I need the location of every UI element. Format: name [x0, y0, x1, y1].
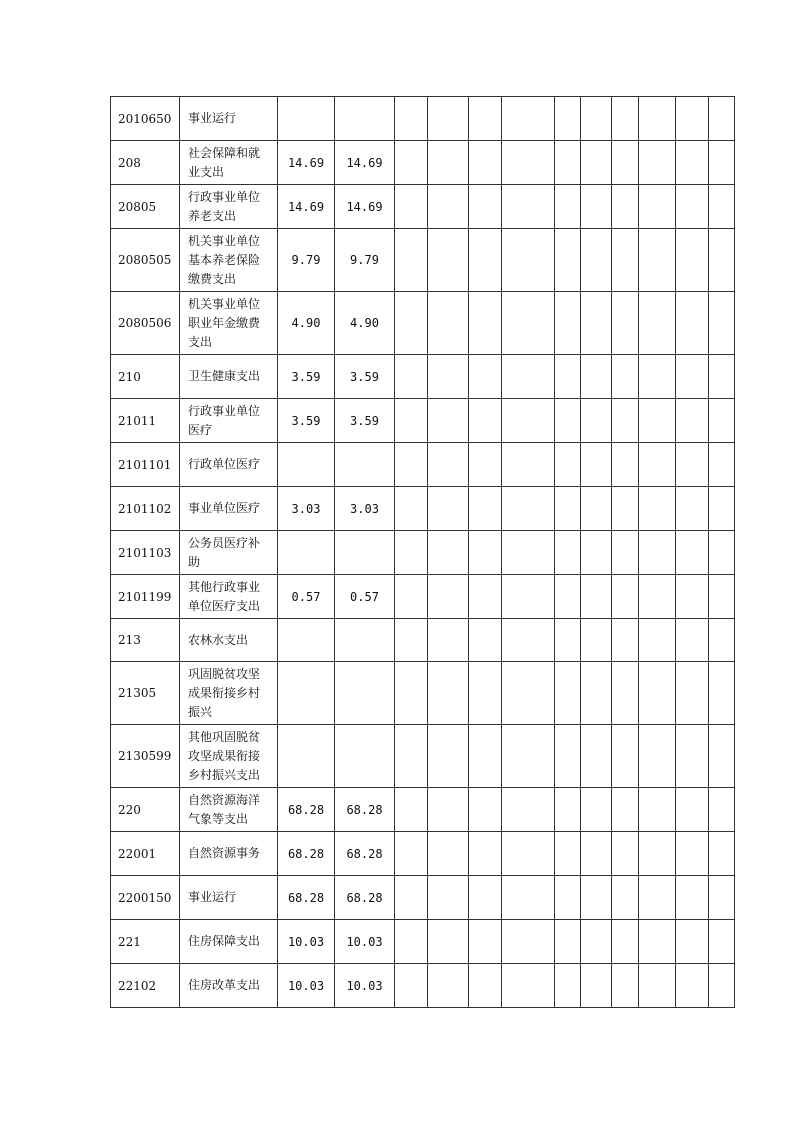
- name-cell: 其他行政事业 单位医疗支出: [180, 575, 278, 619]
- empty-cell: [581, 788, 612, 832]
- empty-cell: [395, 832, 428, 876]
- empty-cell: [581, 355, 612, 399]
- code-cell: 2010650: [111, 97, 180, 141]
- empty-cell: [639, 920, 676, 964]
- name-cell: 行政事业单位 养老支出: [180, 185, 278, 229]
- value-cell: 9.79: [335, 229, 395, 292]
- empty-cell: [581, 443, 612, 487]
- empty-cell: [581, 662, 612, 725]
- name-cell: 自然资源海洋 气象等支出: [180, 788, 278, 832]
- empty-cell: [639, 141, 676, 185]
- empty-cell: [555, 964, 581, 1008]
- empty-cell: [555, 487, 581, 531]
- name-cell: 巩固脱贫攻坚 成果衔接乡村 振兴: [180, 662, 278, 725]
- value-cell: 3.59: [335, 355, 395, 399]
- value-cell: [278, 443, 335, 487]
- value-cell: 10.03: [335, 920, 395, 964]
- empty-cell: [639, 355, 676, 399]
- empty-cell: [395, 619, 428, 662]
- empty-cell: [428, 443, 469, 487]
- empty-cell: [502, 141, 555, 185]
- empty-cell: [502, 185, 555, 229]
- empty-cell: [709, 725, 735, 788]
- empty-cell: [502, 487, 555, 531]
- table-row: [111, 443, 735, 487]
- empty-cell: [612, 141, 639, 185]
- empty-cell: [555, 662, 581, 725]
- empty-cell: [709, 292, 735, 355]
- empty-cell: [502, 619, 555, 662]
- empty-cell: [555, 876, 581, 920]
- empty-cell: [612, 399, 639, 443]
- empty-cell: [469, 97, 502, 141]
- empty-cell: [709, 575, 735, 619]
- empty-cell: [502, 531, 555, 575]
- empty-cell: [612, 964, 639, 1008]
- table-row: [111, 964, 735, 1008]
- table-row: [111, 575, 735, 619]
- empty-cell: [469, 662, 502, 725]
- empty-cell: [676, 531, 709, 575]
- empty-cell: [502, 292, 555, 355]
- empty-cell: [469, 185, 502, 229]
- value-cell: [278, 725, 335, 788]
- empty-cell: [395, 876, 428, 920]
- code-cell: 2130599: [111, 725, 180, 788]
- value-cell: [278, 531, 335, 575]
- empty-cell: [555, 355, 581, 399]
- empty-cell: [639, 788, 676, 832]
- value-cell: [278, 619, 335, 662]
- empty-cell: [709, 832, 735, 876]
- empty-cell: [676, 399, 709, 443]
- empty-cell: [612, 487, 639, 531]
- empty-cell: [555, 229, 581, 292]
- empty-cell: [428, 662, 469, 725]
- empty-cell: [469, 876, 502, 920]
- empty-cell: [639, 487, 676, 531]
- code-cell: 22102: [111, 964, 180, 1008]
- empty-cell: [676, 292, 709, 355]
- value-cell: [335, 662, 395, 725]
- value-cell: 3.03: [278, 487, 335, 531]
- empty-cell: [581, 725, 612, 788]
- code-cell: 2101199: [111, 575, 180, 619]
- value-cell: 10.03: [278, 964, 335, 1008]
- empty-cell: [676, 662, 709, 725]
- empty-cell: [709, 487, 735, 531]
- empty-cell: [676, 964, 709, 1008]
- empty-cell: [395, 788, 428, 832]
- empty-cell: [555, 97, 581, 141]
- name-cell: 事业运行: [180, 876, 278, 920]
- value-cell: 68.28: [335, 876, 395, 920]
- empty-cell: [709, 97, 735, 141]
- code-cell: 21305: [111, 662, 180, 725]
- code-cell: 22001: [111, 832, 180, 876]
- empty-cell: [469, 443, 502, 487]
- empty-cell: [676, 229, 709, 292]
- value-cell: 4.90: [335, 292, 395, 355]
- empty-cell: [428, 97, 469, 141]
- code-cell: 220: [111, 788, 180, 832]
- empty-cell: [428, 575, 469, 619]
- empty-cell: [581, 292, 612, 355]
- empty-cell: [612, 920, 639, 964]
- value-cell: 3.59: [278, 399, 335, 443]
- empty-cell: [469, 399, 502, 443]
- empty-cell: [676, 920, 709, 964]
- empty-cell: [469, 788, 502, 832]
- empty-cell: [676, 575, 709, 619]
- empty-cell: [428, 229, 469, 292]
- empty-cell: [676, 619, 709, 662]
- code-cell: 213: [111, 619, 180, 662]
- code-cell: 2080506: [111, 292, 180, 355]
- empty-cell: [555, 725, 581, 788]
- empty-cell: [395, 141, 428, 185]
- empty-cell: [428, 355, 469, 399]
- empty-cell: [709, 355, 735, 399]
- code-cell: 2101101: [111, 443, 180, 487]
- name-cell: 社会保障和就 业支出: [180, 141, 278, 185]
- empty-cell: [709, 619, 735, 662]
- empty-cell: [428, 185, 469, 229]
- empty-cell: [676, 141, 709, 185]
- empty-cell: [395, 575, 428, 619]
- empty-cell: [428, 399, 469, 443]
- empty-cell: [639, 399, 676, 443]
- empty-cell: [555, 399, 581, 443]
- empty-cell: [639, 97, 676, 141]
- table-row: [111, 292, 735, 355]
- empty-cell: [469, 487, 502, 531]
- table-body: [111, 97, 735, 1008]
- empty-cell: [555, 920, 581, 964]
- code-cell: 20805: [111, 185, 180, 229]
- table-row: [111, 619, 735, 662]
- empty-cell: [395, 487, 428, 531]
- empty-cell: [676, 832, 709, 876]
- empty-cell: [581, 920, 612, 964]
- empty-cell: [612, 832, 639, 876]
- value-cell: 0.57: [278, 575, 335, 619]
- name-cell: 公务员医疗补 助: [180, 531, 278, 575]
- name-cell: 事业单位医疗: [180, 487, 278, 531]
- empty-cell: [395, 964, 428, 1008]
- empty-cell: [709, 876, 735, 920]
- empty-cell: [428, 531, 469, 575]
- empty-cell: [676, 185, 709, 229]
- empty-cell: [502, 964, 555, 1008]
- empty-cell: [612, 619, 639, 662]
- budget-table: [110, 96, 735, 1008]
- empty-cell: [502, 229, 555, 292]
- empty-cell: [612, 531, 639, 575]
- empty-cell: [469, 292, 502, 355]
- empty-cell: [676, 443, 709, 487]
- empty-cell: [612, 292, 639, 355]
- empty-cell: [639, 725, 676, 788]
- code-cell: 2200150: [111, 876, 180, 920]
- value-cell: 68.28: [335, 788, 395, 832]
- value-cell: 14.69: [335, 141, 395, 185]
- name-cell: 自然资源事务: [180, 832, 278, 876]
- value-cell: [335, 443, 395, 487]
- value-cell: 3.59: [278, 355, 335, 399]
- empty-cell: [395, 920, 428, 964]
- empty-cell: [395, 531, 428, 575]
- empty-cell: [581, 832, 612, 876]
- empty-cell: [581, 487, 612, 531]
- empty-cell: [612, 443, 639, 487]
- table-row: [111, 355, 735, 399]
- code-cell: 21011: [111, 399, 180, 443]
- empty-cell: [639, 662, 676, 725]
- empty-cell: [502, 443, 555, 487]
- value-cell: 14.69: [335, 185, 395, 229]
- empty-cell: [612, 229, 639, 292]
- empty-cell: [581, 575, 612, 619]
- empty-cell: [555, 443, 581, 487]
- empty-cell: [676, 788, 709, 832]
- code-cell: 208: [111, 141, 180, 185]
- empty-cell: [581, 876, 612, 920]
- empty-cell: [709, 185, 735, 229]
- empty-cell: [581, 964, 612, 1008]
- empty-cell: [502, 920, 555, 964]
- empty-cell: [639, 292, 676, 355]
- table-row: [111, 97, 735, 141]
- empty-cell: [555, 788, 581, 832]
- empty-cell: [555, 141, 581, 185]
- empty-cell: [555, 292, 581, 355]
- name-cell: 机关事业单位 基本养老保险 缴费支出: [180, 229, 278, 292]
- table-row: [111, 832, 735, 876]
- empty-cell: [612, 876, 639, 920]
- empty-cell: [639, 575, 676, 619]
- empty-cell: [581, 97, 612, 141]
- empty-cell: [395, 185, 428, 229]
- table-row: [111, 229, 735, 292]
- value-cell: 3.03: [335, 487, 395, 531]
- empty-cell: [502, 399, 555, 443]
- value-cell: [335, 619, 395, 662]
- empty-cell: [428, 725, 469, 788]
- value-cell: 3.59: [335, 399, 395, 443]
- code-cell: 2101102: [111, 487, 180, 531]
- empty-cell: [395, 229, 428, 292]
- value-cell: 10.03: [335, 964, 395, 1008]
- empty-cell: [709, 788, 735, 832]
- value-cell: [335, 531, 395, 575]
- empty-cell: [469, 531, 502, 575]
- table-row: [111, 920, 735, 964]
- empty-cell: [469, 575, 502, 619]
- name-cell: 行政单位医疗: [180, 443, 278, 487]
- table-row: [111, 531, 735, 575]
- empty-cell: [555, 832, 581, 876]
- empty-cell: [502, 97, 555, 141]
- name-cell: 行政事业单位 医疗: [180, 399, 278, 443]
- empty-cell: [612, 662, 639, 725]
- empty-cell: [502, 355, 555, 399]
- empty-cell: [581, 619, 612, 662]
- empty-cell: [428, 619, 469, 662]
- empty-cell: [612, 355, 639, 399]
- value-cell: [335, 97, 395, 141]
- code-cell: 210: [111, 355, 180, 399]
- empty-cell: [612, 185, 639, 229]
- empty-cell: [395, 399, 428, 443]
- empty-cell: [395, 725, 428, 788]
- empty-cell: [502, 662, 555, 725]
- name-cell: 住房改革支出: [180, 964, 278, 1008]
- empty-cell: [676, 487, 709, 531]
- empty-cell: [428, 832, 469, 876]
- table-row: [111, 399, 735, 443]
- empty-cell: [428, 487, 469, 531]
- empty-cell: [639, 832, 676, 876]
- empty-cell: [639, 876, 676, 920]
- table-row: [111, 662, 735, 725]
- empty-cell: [676, 97, 709, 141]
- empty-cell: [469, 229, 502, 292]
- empty-cell: [709, 964, 735, 1008]
- name-cell: 其他巩固脱贫 攻坚成果衔接 乡村振兴支出: [180, 725, 278, 788]
- value-cell: 0.57: [335, 575, 395, 619]
- empty-cell: [395, 292, 428, 355]
- empty-cell: [581, 399, 612, 443]
- empty-cell: [612, 575, 639, 619]
- name-cell: 卫生健康支出: [180, 355, 278, 399]
- empty-cell: [612, 788, 639, 832]
- empty-cell: [581, 531, 612, 575]
- name-cell: 机关事业单位 职业年金缴费 支出: [180, 292, 278, 355]
- table-row: [111, 141, 735, 185]
- empty-cell: [395, 97, 428, 141]
- empty-cell: [639, 619, 676, 662]
- empty-cell: [639, 531, 676, 575]
- table-row: [111, 788, 735, 832]
- empty-cell: [581, 141, 612, 185]
- empty-cell: [502, 876, 555, 920]
- empty-cell: [469, 619, 502, 662]
- code-cell: 2080505: [111, 229, 180, 292]
- empty-cell: [469, 964, 502, 1008]
- empty-cell: [709, 443, 735, 487]
- empty-cell: [639, 185, 676, 229]
- empty-cell: [709, 399, 735, 443]
- name-cell: 农林水支出: [180, 619, 278, 662]
- value-cell: 14.69: [278, 141, 335, 185]
- empty-cell: [469, 725, 502, 788]
- value-cell: 10.03: [278, 920, 335, 964]
- value-cell: [278, 662, 335, 725]
- value-cell: 68.28: [278, 788, 335, 832]
- empty-cell: [612, 97, 639, 141]
- empty-cell: [709, 141, 735, 185]
- empty-cell: [428, 141, 469, 185]
- empty-cell: [469, 920, 502, 964]
- empty-cell: [639, 229, 676, 292]
- empty-cell: [709, 920, 735, 964]
- name-cell: 住房保障支出: [180, 920, 278, 964]
- empty-cell: [709, 531, 735, 575]
- empty-cell: [709, 229, 735, 292]
- empty-cell: [502, 832, 555, 876]
- empty-cell: [612, 725, 639, 788]
- table-row: [111, 487, 735, 531]
- value-cell: 68.28: [335, 832, 395, 876]
- empty-cell: [502, 725, 555, 788]
- value-cell: 68.28: [278, 876, 335, 920]
- empty-cell: [639, 443, 676, 487]
- empty-cell: [428, 788, 469, 832]
- empty-cell: [555, 619, 581, 662]
- empty-cell: [555, 575, 581, 619]
- value-cell: [278, 97, 335, 141]
- empty-cell: [639, 964, 676, 1008]
- value-cell: 4.90: [278, 292, 335, 355]
- empty-cell: [428, 964, 469, 1008]
- empty-cell: [676, 355, 709, 399]
- empty-cell: [676, 725, 709, 788]
- empty-cell: [395, 443, 428, 487]
- name-cell: 事业运行: [180, 97, 278, 141]
- empty-cell: [555, 185, 581, 229]
- table-row: [111, 185, 735, 229]
- value-cell: 14.69: [278, 185, 335, 229]
- empty-cell: [469, 355, 502, 399]
- table-row: [111, 876, 735, 920]
- empty-cell: [395, 355, 428, 399]
- code-cell: 2101103: [111, 531, 180, 575]
- empty-cell: [469, 832, 502, 876]
- empty-cell: [581, 185, 612, 229]
- value-cell: 68.28: [278, 832, 335, 876]
- empty-cell: [676, 876, 709, 920]
- empty-cell: [502, 575, 555, 619]
- code-cell: 221: [111, 920, 180, 964]
- empty-cell: [428, 920, 469, 964]
- empty-cell: [428, 292, 469, 355]
- empty-cell: [555, 531, 581, 575]
- empty-cell: [395, 662, 428, 725]
- empty-cell: [428, 876, 469, 920]
- value-cell: [335, 725, 395, 788]
- empty-cell: [469, 141, 502, 185]
- empty-cell: [502, 788, 555, 832]
- value-cell: 9.79: [278, 229, 335, 292]
- table-row: [111, 725, 735, 788]
- empty-cell: [709, 662, 735, 725]
- empty-cell: [581, 229, 612, 292]
